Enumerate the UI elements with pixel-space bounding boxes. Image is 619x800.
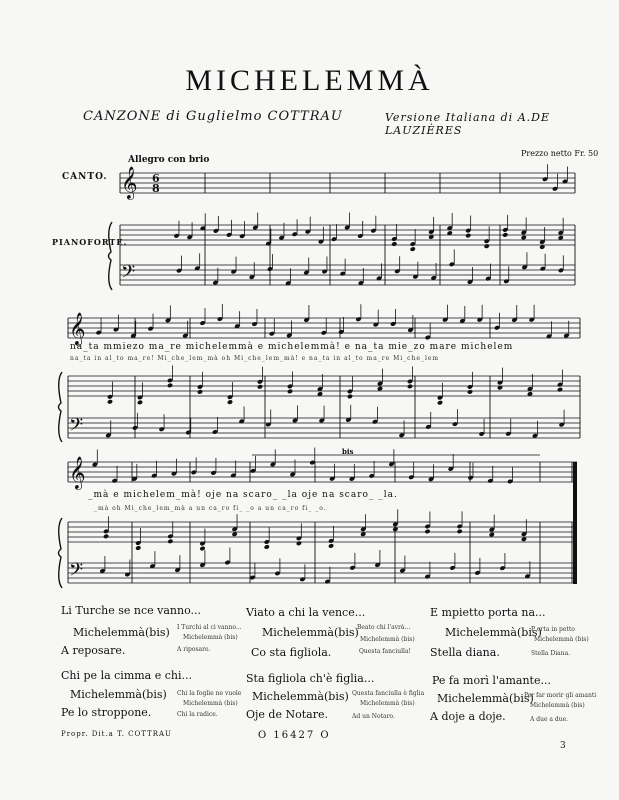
- note-head: [377, 386, 383, 392]
- verse-6-line-1: Pe fa morì l'amante...: [432, 674, 551, 687]
- brace: [109, 222, 113, 290]
- clef-glyph: 𝄢: [69, 560, 84, 585]
- verse-1-small-1: I Turchi al ci vanno...: [177, 624, 242, 631]
- verse-4-line-2: Michelemmà(bis): [70, 688, 167, 701]
- note-head: [410, 246, 416, 252]
- verse-6-small-3: A due a due.: [530, 716, 569, 723]
- final-barline: [573, 462, 577, 584]
- verse-4-line-3: Pe lo stroppone.: [61, 706, 152, 719]
- verse-3-line-1: E mpietto porta na...: [430, 606, 546, 619]
- note-head: [137, 400, 143, 406]
- clef-glyph: 𝄢: [121, 262, 136, 287]
- time-signature: 6: [152, 172, 160, 185]
- note-head: [437, 400, 443, 406]
- verse-5-line-3: Oje de Notare.: [246, 708, 328, 721]
- note-head: [465, 233, 471, 239]
- piano-treble-staff-3: [68, 522, 577, 542]
- verse-5-line-2: Michelemmà(bis): [252, 690, 349, 703]
- note-head: [457, 529, 463, 535]
- piano-treble-staff-2: [68, 376, 580, 396]
- note-head: [287, 389, 293, 395]
- verse-4-small-2: Michelemmà (bis): [183, 700, 238, 707]
- verse-6-small-1: Per far morir gli amanti: [524, 692, 597, 699]
- bis-marking: bis: [342, 447, 354, 456]
- verse-2-line-2: Michelemmà(bis): [262, 626, 359, 639]
- canto-staff-2: [68, 318, 580, 338]
- note-head: [103, 534, 109, 540]
- verse-2-small-1: Beato chi l'avrà...: [357, 624, 411, 631]
- verse-1-small-2: Michelemmà (bis): [183, 634, 238, 641]
- note-head: [257, 384, 263, 390]
- canto-label: CANTO.: [62, 172, 108, 182]
- verse-2-small-3: Questa fanciulla!: [359, 648, 411, 655]
- verse-1-line-1: Li Turche se nce vanno...: [61, 604, 202, 617]
- verse-3-line-2: Michelemmà(bis): [445, 626, 542, 639]
- note-head: [227, 399, 233, 405]
- verse-3-line-3: Stella diana.: [430, 646, 500, 659]
- note-head: [502, 232, 508, 238]
- verse-6-line-2: Michelemmà(bis): [437, 692, 534, 705]
- composer-credit: CANZONE di Guglielmo COTTRAU: [83, 109, 343, 124]
- song-title: MICHELEMMÀ: [185, 64, 434, 97]
- verse-5-small-2: Michelemmà (bis): [360, 700, 415, 707]
- verse-4-small-3: Chi la radice.: [177, 711, 218, 718]
- clef-glyph: 𝄞: [69, 312, 86, 345]
- verse-5-small-1: Questa fanciulla è figlia: [352, 690, 425, 697]
- clef-glyph: 𝄞: [69, 456, 86, 489]
- verse-3-small-3: Stella Diana.: [531, 650, 571, 657]
- note-head: [557, 387, 563, 393]
- clef-glyph: 𝄞: [121, 166, 138, 199]
- verse-3-small-2: Michelemmà (bis): [534, 636, 589, 643]
- note-head: [328, 543, 334, 549]
- brace: [59, 372, 63, 442]
- time-signature: 8: [152, 182, 160, 195]
- note-head: [521, 235, 527, 241]
- note-head: [167, 383, 173, 389]
- note-head: [467, 389, 473, 395]
- pianoforte-label: PIANOFORTE.: [52, 237, 128, 247]
- lyrics-system2: na_ta mmiezo ma_re michelemmà e michelemmà! e na_ta mie_zo mare michelem: [70, 342, 514, 352]
- canto-staff: [120, 173, 575, 193]
- note-head: [167, 539, 173, 545]
- price-label: Prezzo netto Fr. 50: [521, 149, 599, 158]
- verse-1-small-3: A riposare.: [177, 646, 211, 653]
- lyrics-system3-translation: _mà oh Mi_che_lem_mà a un ca_ro fi_ _o a un ca_ro fi_ _o.: [94, 505, 327, 512]
- translation-credit: Versione Italiana di A.DE LAUZIÈRES: [385, 111, 550, 137]
- tempo-marking: Allegro con brio: [128, 155, 210, 165]
- plate-number: O 16427 O: [258, 730, 331, 741]
- note-head: [489, 532, 495, 538]
- brace: [59, 518, 63, 588]
- verse-6-small-2: Michelemmà (bis): [530, 702, 585, 709]
- verse-4-small-1: Chi la foglie ne vuole: [177, 690, 242, 697]
- note-head: [424, 529, 430, 535]
- verse-6-line-3: A doje a doje.: [430, 710, 506, 723]
- note-head: [135, 545, 141, 551]
- lyrics-system2-translation: na_ta in al_to ma_re! Mi_che_lem_mà oh Mi_che_lem_mà! e na_ta in al_to ma_re Mi_che_lem: [70, 355, 440, 362]
- verse-2-line-1: Viato a chi la vence...: [246, 606, 366, 619]
- note-head: [484, 243, 490, 249]
- verse-4-line-1: Chi pe la cimma e chi...: [61, 669, 192, 682]
- note-head: [197, 389, 203, 395]
- publisher-imprint: Propr. Dit.a T. COTTRAU: [61, 730, 172, 738]
- note-head: [264, 544, 270, 550]
- verse-1-line-3: A reposare.: [61, 644, 126, 657]
- note-head: [347, 394, 353, 400]
- canto-staff-3: [68, 462, 577, 482]
- note-head: [407, 384, 413, 390]
- piano-bass-staff-3: [68, 563, 577, 583]
- verse-5-small-3: Ad un Notaro.: [352, 713, 395, 720]
- lyrics-system3: _mà e michelem_mà! oje na scaro_ _la oje na scaro_ _la.: [88, 490, 398, 500]
- verse-1-line-2: Michelemmà(bis): [73, 626, 170, 639]
- page-number: 3: [560, 741, 566, 751]
- verse-5-line-1: Sta figliola ch'è figlia...: [246, 672, 375, 685]
- note-head: [107, 399, 113, 405]
- verse-2-small-2: Michelemmà (bis): [360, 636, 415, 643]
- note-head: [296, 541, 302, 547]
- clef-glyph: 𝄢: [69, 415, 84, 440]
- note-head: [391, 241, 397, 247]
- verse-3-small-1: P orta in petto: [531, 626, 575, 633]
- verse-2-line-3: Co sta figliola.: [251, 646, 332, 659]
